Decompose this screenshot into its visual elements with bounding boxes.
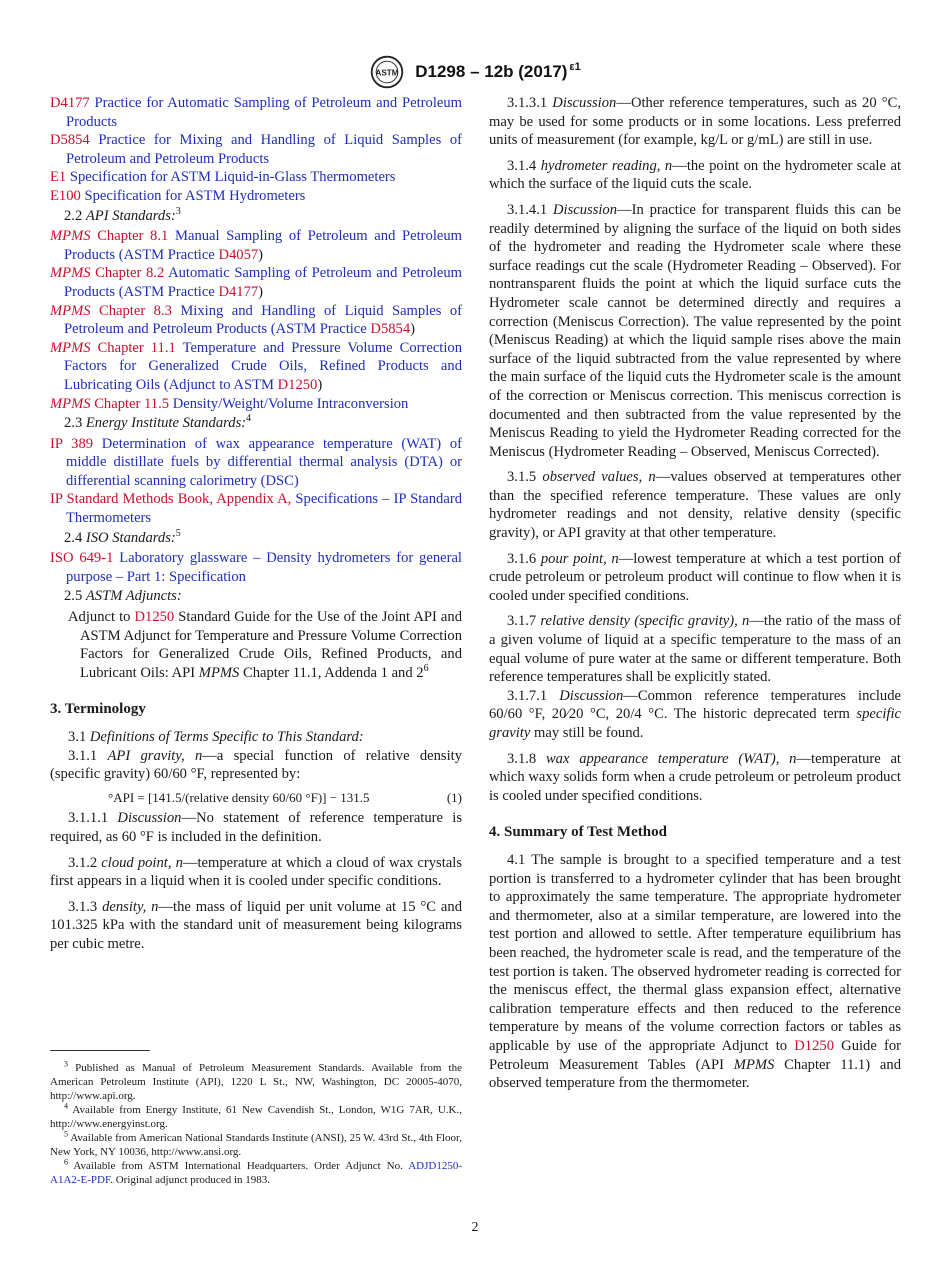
- ref-iso-649-1[interactable]: ISO 649-1 Laboratory glassware – Density hydrometers for general purpose – Part 1: Specification: [50, 550, 462, 585]
- ref-d4177[interactable]: D4177 Practice for Automatic Sampling of Petroleum and Petroleum Products: [50, 95, 462, 130]
- ref-mpms-11-1[interactable]: MPMS Chapter 11.1 Temperature and Pressure Volume Correction Factors for Generalized Crude Oils, Refined Products and Lubricating Oils (Adjunct to ASTM D1250): [50, 339, 462, 393]
- footnote-3: $^3$ Published as Manual of Petroleum Measurement Standards. Available from the American Petroleum Institute (API), 1220 L St., NW, Washington, DC 20005-4070, http://www.api.org.: [50, 1059, 462, 1102]
- equation-1: °API = [141.5/(relative density 60/60 °F)] − 131.5 (1): [108, 789, 462, 805]
- para-3-1-7: 3.1.7 relative density (specific gravity), n—the ratio of the mass of a given volume of liquid at a specific temperature to the mass of an equal volume of pure water at the same or different temperature. Both reference temperatures shall be explicitly stated.: [489, 613, 901, 686]
- ref-ip-methods-book[interactable]: IP Standard Methods Book, Appendix A, Specifications – IP Standard Thermometers: [50, 491, 462, 527]
- adjunct-order-link[interactable]: ADJD1250-A1A2-E-PDF: [50, 1160, 462, 1186]
- svg-text:ASTM: ASTM: [375, 68, 399, 78]
- document-designation: D1298 – 12b (2017) $^{\varepsilon 1}$: [415, 61, 581, 81]
- para-3-1-2: 3.1.2 cloud point, n—temperature at which a cloud of wax crystals first appears in a liquid when it is cooled under specific conditions.: [50, 854, 462, 890]
- left-column: [50, 94, 462, 961]
- footnote-4: $^4$ Available from Energy Institute, 61 New Cavendish St., London, W1G 7AR, U.K., http://www.energyinst.org.: [50, 1101, 462, 1130]
- ref-mpms-8-3[interactable]: MPMS Chapter 8.3 Mixing and Handling of Liquid Samples of Petroleum and Petroleum Products (ASTM Practice D5854): [50, 302, 463, 338]
- para-3-1-1-1: 3.1.1.1 Discussion—No statement of reference temperature is required, as 60 °F is included in the definition.: [50, 810, 463, 845]
- astm-logo-icon: [369, 54, 405, 90]
- ref-ip389[interactable]: IP 389 Determination of wax appearance temperature (WAT) of middle distillate fuels by differential thermal analysis (DTA) or differential scanning calorimetry (DSC): [50, 435, 462, 489]
- adjunct-d1250-link[interactable]: D1250: [134, 609, 175, 626]
- ref-mpms-8-2[interactable]: MPMS Chapter 8.2 Automatic Sampling of Petroleum and Petroleum Products (ASTM Practice D4177): [50, 265, 462, 300]
- para-3-1: 3.1 Definitions of Terms Specific to This Standard:: [68, 729, 364, 745]
- para-3-1-6: 3.1.6 pour point, n—lowest temperature at which a test portion of crude petroleum or petroleum product will continue to flow when it is cooled under specified conditions.: [489, 550, 901, 604]
- para-3-1-8: 3.1.8 wax appearance temperature (WAT), n—temperature at which waxy solids form when a crude petroleum or petroleum product is cooled under specified conditions.: [489, 750, 901, 804]
- ref-mpms-11-5[interactable]: MPMS Chapter 11.5 Density/Weight/Volume Intraconversion: [50, 395, 409, 412]
- section-4-heading: 4. Summary of Test Method: [489, 824, 667, 841]
- adjunct-d1250: Adjunct to D1250 Standard Guide for the Use of the Joint API and ASTM Adjunct for Temperature and Pressure Volume Correction Factors for Generalized Crude Oils, Refined Products, and Lubricant Oils: API MPMS Chapter 11.1, Addenda 1 and $2^6$: [68, 609, 462, 681]
- footnote-6: $^6$ Available from ASTM International Headquarters. Order Adjunct No. ADJD1250-A1A2-E-PDF. Original adjunct produced in 1983.: [50, 1157, 462, 1186]
- ref-d5854[interactable]: D5854 Practice for Mixing and Handling of Liquid Samples of Petroleum and Petroleum Products: [50, 132, 462, 167]
- page-header: [0, 54, 950, 90]
- para-4-1: 4.1 The sample is brought to a specified temperature and a test portion is transferred to a hydrometer cylinder that has been brought to approximately the same temperature. The appropriate hydrometer and thermometer, also at a similar temperature, are lowered into the test portion and allowed to settle. After temperature equilibrium has been reached, the hydrometer scale is read, and the temperature of the test portion is taken. The observed hydrometer reading is corrected for the meniscus effect, the thermal glass expansion effect, alternative calibration temperature effects and then reduced to the reference temperature by means of the volume correction factors or tables as applicable by use of the appropriate Adjunct to D1250 Guide for Petroleum Measurement Tables (API MPMS Chapter 11.1) and observed temperature from the thermometer.: [489, 851, 901, 1092]
- ref-e1[interactable]: E1 Specification for ASTM Liquid-in-Glass Thermometers: [50, 169, 396, 186]
- para-3-1-3: 3.1.3 density, n—the mass of liquid per unit volume at 15 °C and 101.325 kPa with the standard unit of measurement being kilograms per cubic metre.: [50, 898, 462, 952]
- astm-adjuncts-heading: 2.5 ASTM Adjuncts:: [64, 588, 182, 605]
- right-column: [489, 94, 901, 1100]
- page-number: 2: [471, 1220, 479, 1235]
- ref-e100[interactable]: E100 Specification for ASTM Hydrometers: [50, 187, 306, 204]
- ref-mpms-8-1[interactable]: MPMS Chapter 8.1 Manual Sampling of Petroleum and Petroleum Products (ASTM Practice D4057): [50, 228, 463, 263]
- footnotes: [50, 1061, 462, 1187]
- section-3-heading: 3. Terminology: [50, 701, 146, 718]
- para-3-1-4-1: 3.1.4.1 Discussion—In practice for transparent fluids this can be readily determined by aligning the surface of the liquid on both sides of the hydrometer and reading the Hydrometer scale where these surface readings cut the scale (Hydrometer Reading – Observed). For nontransparent fluids the point at which the liquid surface cuts the Hydrometer scale cannot be determined directly and requires a correction (Meniscus Correction). The value represented by the point (Meniscus Reading) at which the liquid sample rises above the main surface of the liquid subtracted from the value represented by where the main surface of the liquid cuts the Hydrometer scale is the amount of the correction or Meniscus correction. This meniscus correction is documented and then subtracted from the value represented by the Meniscus Reading to yield the Hydrometer Reading corrected for the Meniscus (Hydrometer Reading – Observed, Meniscus Corrected).: [489, 201, 901, 460]
- para-3-1-5: 3.1.5 observed values, n—values observed at temperatures other than the specified reference temperature. These values are only hydrometer readings and not density, relative density (specific gravity), or API gravity at that other temperature.: [489, 469, 901, 542]
- footnote-5: $^5$ Available from American National Standards Institute (ANSI), 25 W. 43rd St., 4th Floor, New York, NY 10036, http://www.ansi.org.: [50, 1129, 462, 1158]
- para-3-1-7-1: 3.1.7.1 Discussion—Common reference temperatures include 60/60 °F, 20⁄20 °C, 20/4 °C. The historic deprecated term specific gravity may still be found.: [489, 687, 902, 741]
- footnote-divider: [50, 1050, 150, 1051]
- iso-standards-heading: 2.4 ISO Standards:$^5$: [64, 527, 181, 546]
- para-3-1-4: 3.1.4 hydrometer reading, n—the point on the hydrometer scale at which the surface of the liquid cuts the scale.: [489, 157, 901, 193]
- d1250-link[interactable]: D1250: [794, 1037, 834, 1054]
- api-standards-heading: 2.2 API Standards:$^3$: [64, 205, 181, 224]
- para-3-1-1: 3.1.1 API gravity, n—a special function of relative density (specific gravity) 60/60 °F, represented by:: [50, 747, 463, 783]
- ei-standards-heading: 2.3 Energy Institute Standards:$^4$: [64, 413, 252, 432]
- para-3-1-3-1: 3.1.3.1 Discussion—Other reference temperatures, such as 20 °C, may be used for some products or in some locations. Less preferred units of measurement (for example, kg/L or g/mL) are still in use.: [489, 95, 901, 149]
